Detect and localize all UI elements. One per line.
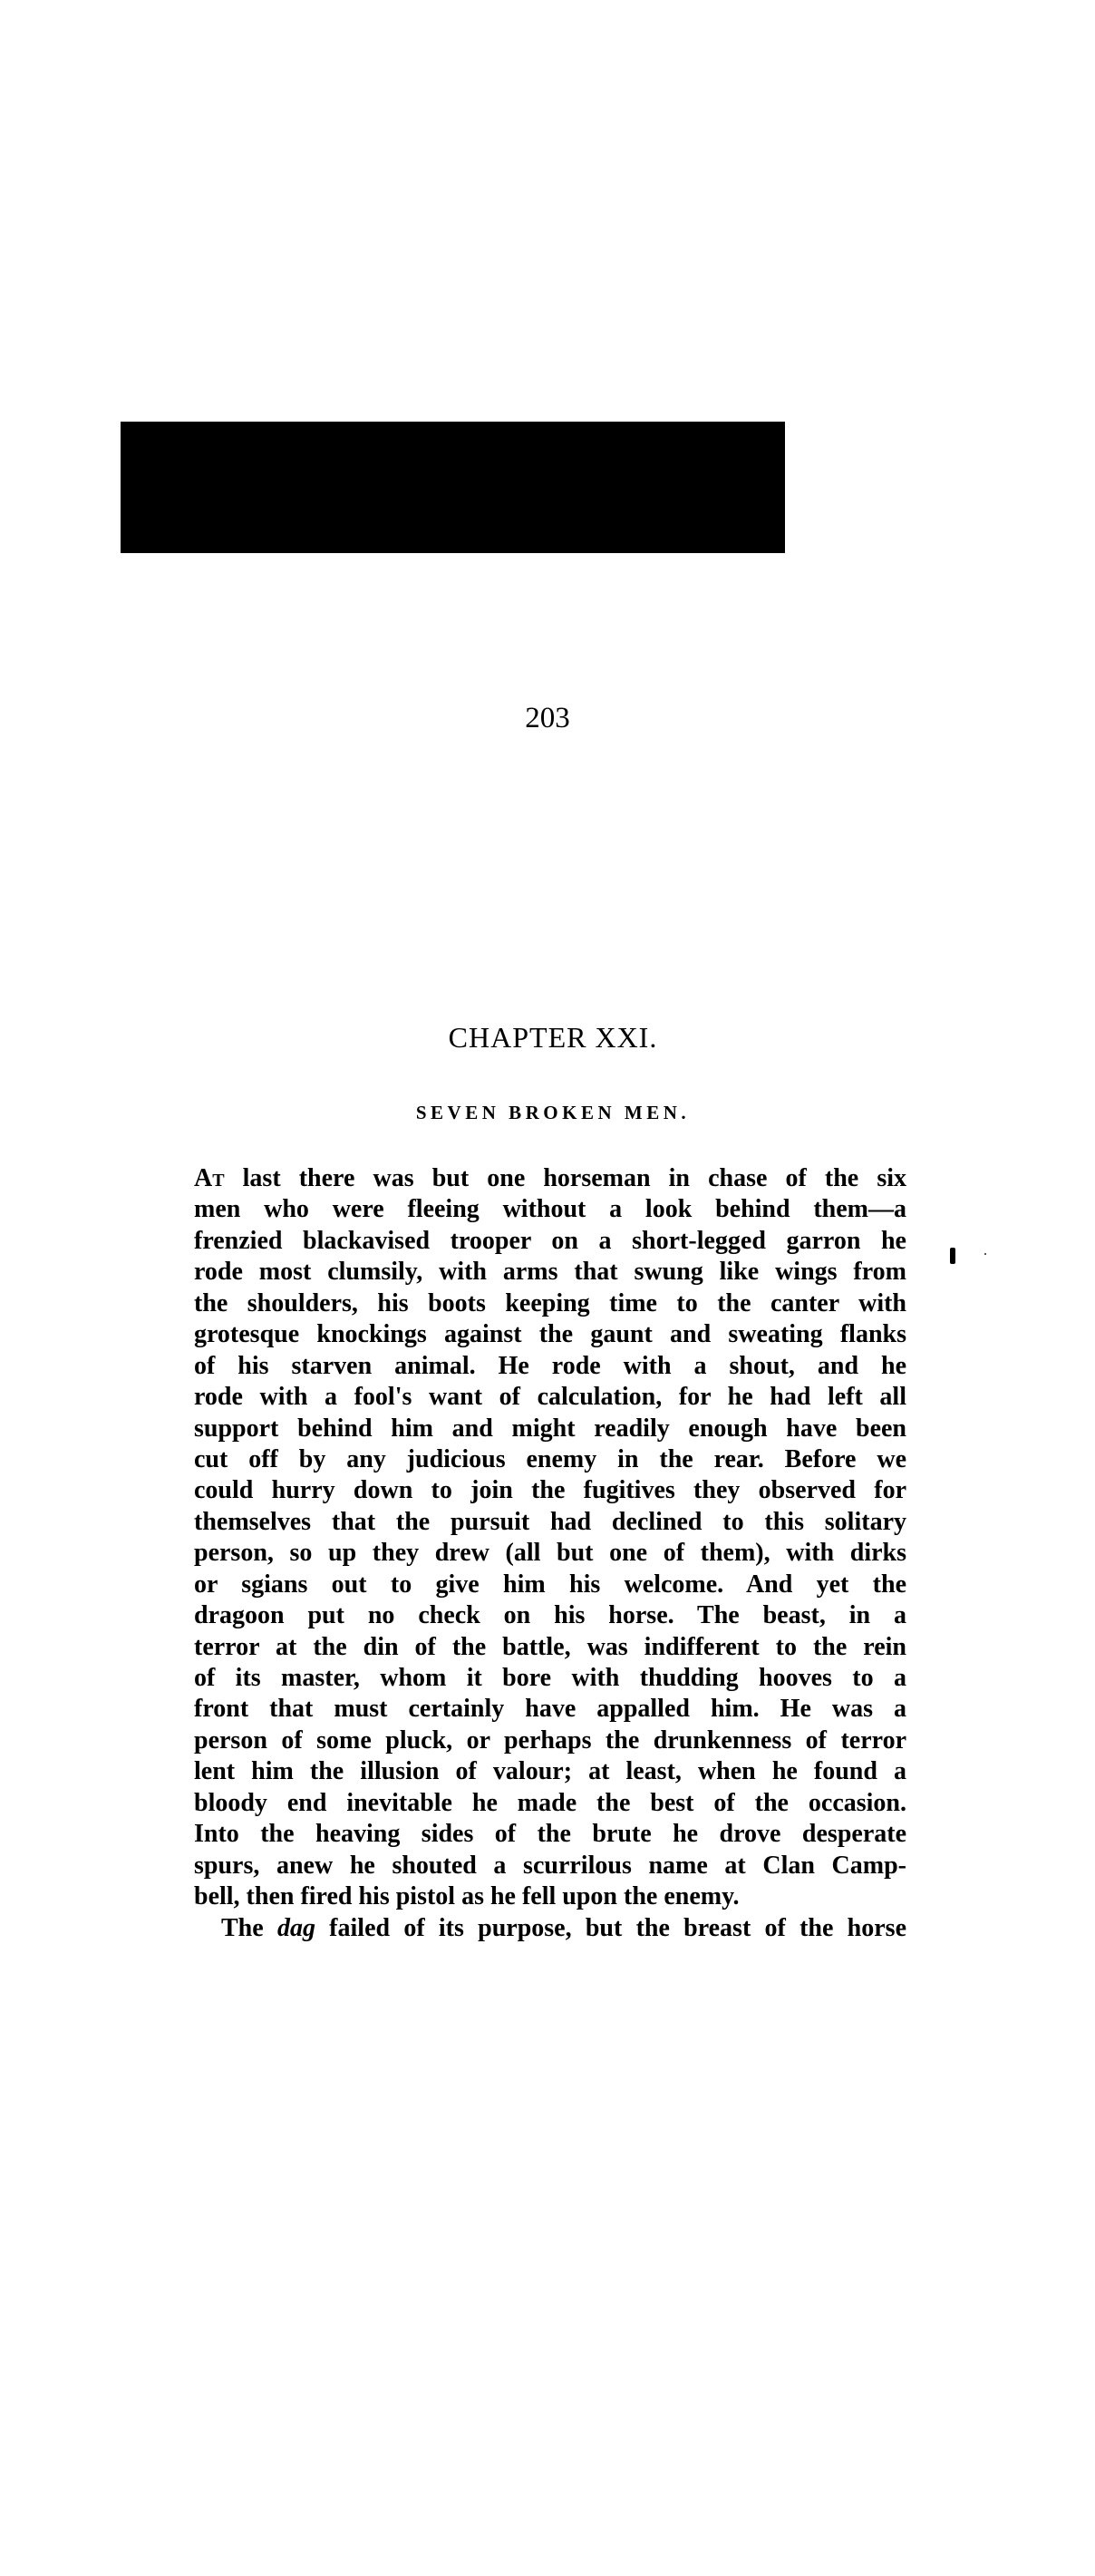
text-line: front that must certainly have appalled him. He was a bbox=[194, 1695, 906, 1724]
text-line: themselves that the pursuit had declined to this solitary bbox=[194, 1507, 906, 1536]
text-line: frenzied blackavised trooper on a short-legged garron he bbox=[194, 1226, 906, 1255]
text-line: grotesque knockings against the gaunt and sweating flanks bbox=[194, 1320, 906, 1349]
italic-word: dag bbox=[276, 1913, 315, 1942]
text-line: support behind him and might readily enough have been bbox=[194, 1414, 906, 1443]
text-line: of its master, whom it bore with thudding hooves to a bbox=[194, 1664, 906, 1692]
margin-dot bbox=[984, 1253, 986, 1255]
paragraph-two-start: The bbox=[221, 1913, 277, 1942]
text-line: the shoulders, his boots keeping time to the canter with bbox=[194, 1288, 906, 1317]
text-line: could hurry down to join the fugitives they observed for bbox=[194, 1476, 906, 1505]
text-line bbox=[194, 1913, 906, 1944]
text-line: terror at the din of the battle, was indifferent to the rein bbox=[194, 1632, 906, 1661]
chapter-title: CHAPTER XXI. bbox=[448, 1021, 658, 1054]
text-line: bloody end inevitable he made the best of the occasion. bbox=[194, 1788, 906, 1817]
chapter-subtitle: SEVEN BROKEN MEN. bbox=[415, 1102, 691, 1123]
text-line: Into the heaving sides of the brute he drove desperate bbox=[194, 1820, 906, 1849]
margin-mark bbox=[950, 1248, 955, 1264]
text-line: cut off by any judicious enemy in the rear. Before we bbox=[194, 1444, 906, 1473]
paragraph-two-rest: failed of its purpose, but the breast of the horse bbox=[315, 1913, 906, 1942]
paragraph-lead: At bbox=[194, 1164, 225, 1192]
page-number: 203 bbox=[525, 702, 570, 734]
text-line: spurs, anew he shouted a scurrilous name at Clan Camp- bbox=[194, 1851, 906, 1880]
text-line-content: last there was but one horseman in chase of the six bbox=[224, 1164, 906, 1192]
redaction-bar bbox=[121, 422, 785, 553]
text-line: rode with a fool's want of calculation, for he had left all bbox=[194, 1383, 906, 1412]
text-line: men who were fleeing without a look behind them—a bbox=[194, 1195, 906, 1224]
text-line: or sgians out to give him his welcome. And yet the bbox=[194, 1570, 906, 1599]
text-line: dragoon put no check on his horse. The beast, in a bbox=[194, 1601, 906, 1630]
text-line: person of some pluck, or perhaps the drunkenness of terror bbox=[194, 1725, 906, 1755]
text-line: lent him the illusion of valour; at least, when he found a bbox=[194, 1757, 906, 1786]
body-text bbox=[194, 1163, 906, 1944]
text-line: rode most clumsily, with arms that swung like wings from bbox=[194, 1258, 906, 1287]
text-line: person, so up they drew (all but one of them), with dirks bbox=[194, 1539, 906, 1568]
text-line: of his starven animal. He rode with a shout, and he bbox=[194, 1351, 906, 1380]
text-line: bell, then fired his pistol as he fell upon the enemy. bbox=[194, 1882, 740, 1911]
text-line bbox=[194, 1163, 906, 1194]
